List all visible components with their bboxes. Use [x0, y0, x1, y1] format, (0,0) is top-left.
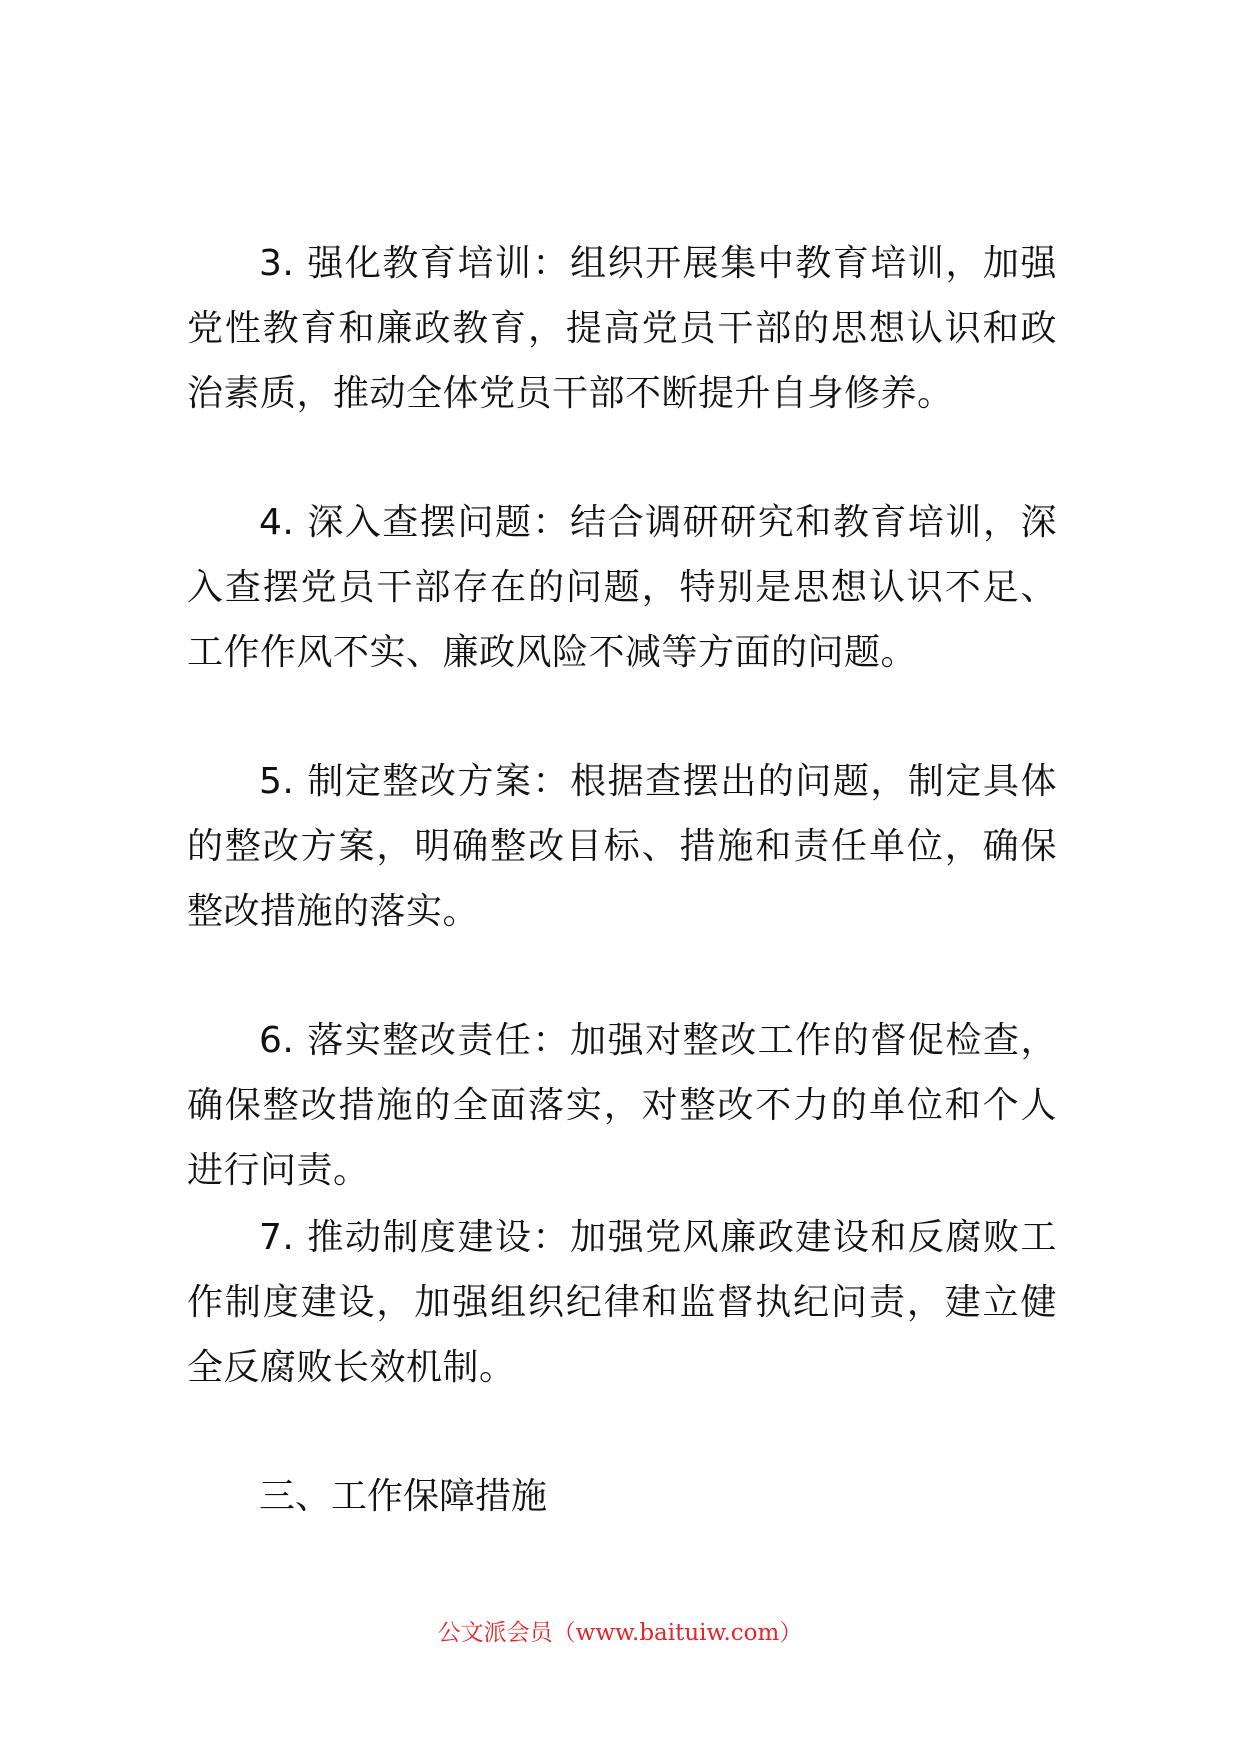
section-heading: 三、工作保障措施	[259, 1476, 548, 1517]
paragraph-item-5: 5. 制定整改方案：根据查摆出的问题，制定具体的整改方案，明确整改目标、措施和责任单位，确保整改措施的落实。	[187, 761, 1057, 932]
paragraph-item-3: 3. 强化教育培训：组织开展集中教育培训，加强党性教育和廉政教育，提高党员干部的思想认识和政治素质，推动全体党员干部不断提升自身修养。	[187, 243, 1057, 414]
paragraph-item-4: 4. 深入查摆问题：结合调研研究和教育培训，深入查摆党员干部存在的问题，特别是思想认识不足、工作作风不实、廉政风险不减等方面的问题。	[187, 502, 1057, 673]
footer-watermark: 公文派会员（www.baituiw.com）	[437, 1620, 803, 1646]
paragraph-item-7: 7. 推动制度建设：加强党风廉政建设和反腐败工作制度建设，加强组织纪律和监督执纪问责，建立健全反腐败长效机制。	[187, 1217, 1057, 1388]
paragraph-item-6: 6. 落实整改责任：加强对整改工作的督促检查，确保整改措施的全面落实，对整改不力的单位和个人进行问责。	[187, 1020, 1057, 1191]
